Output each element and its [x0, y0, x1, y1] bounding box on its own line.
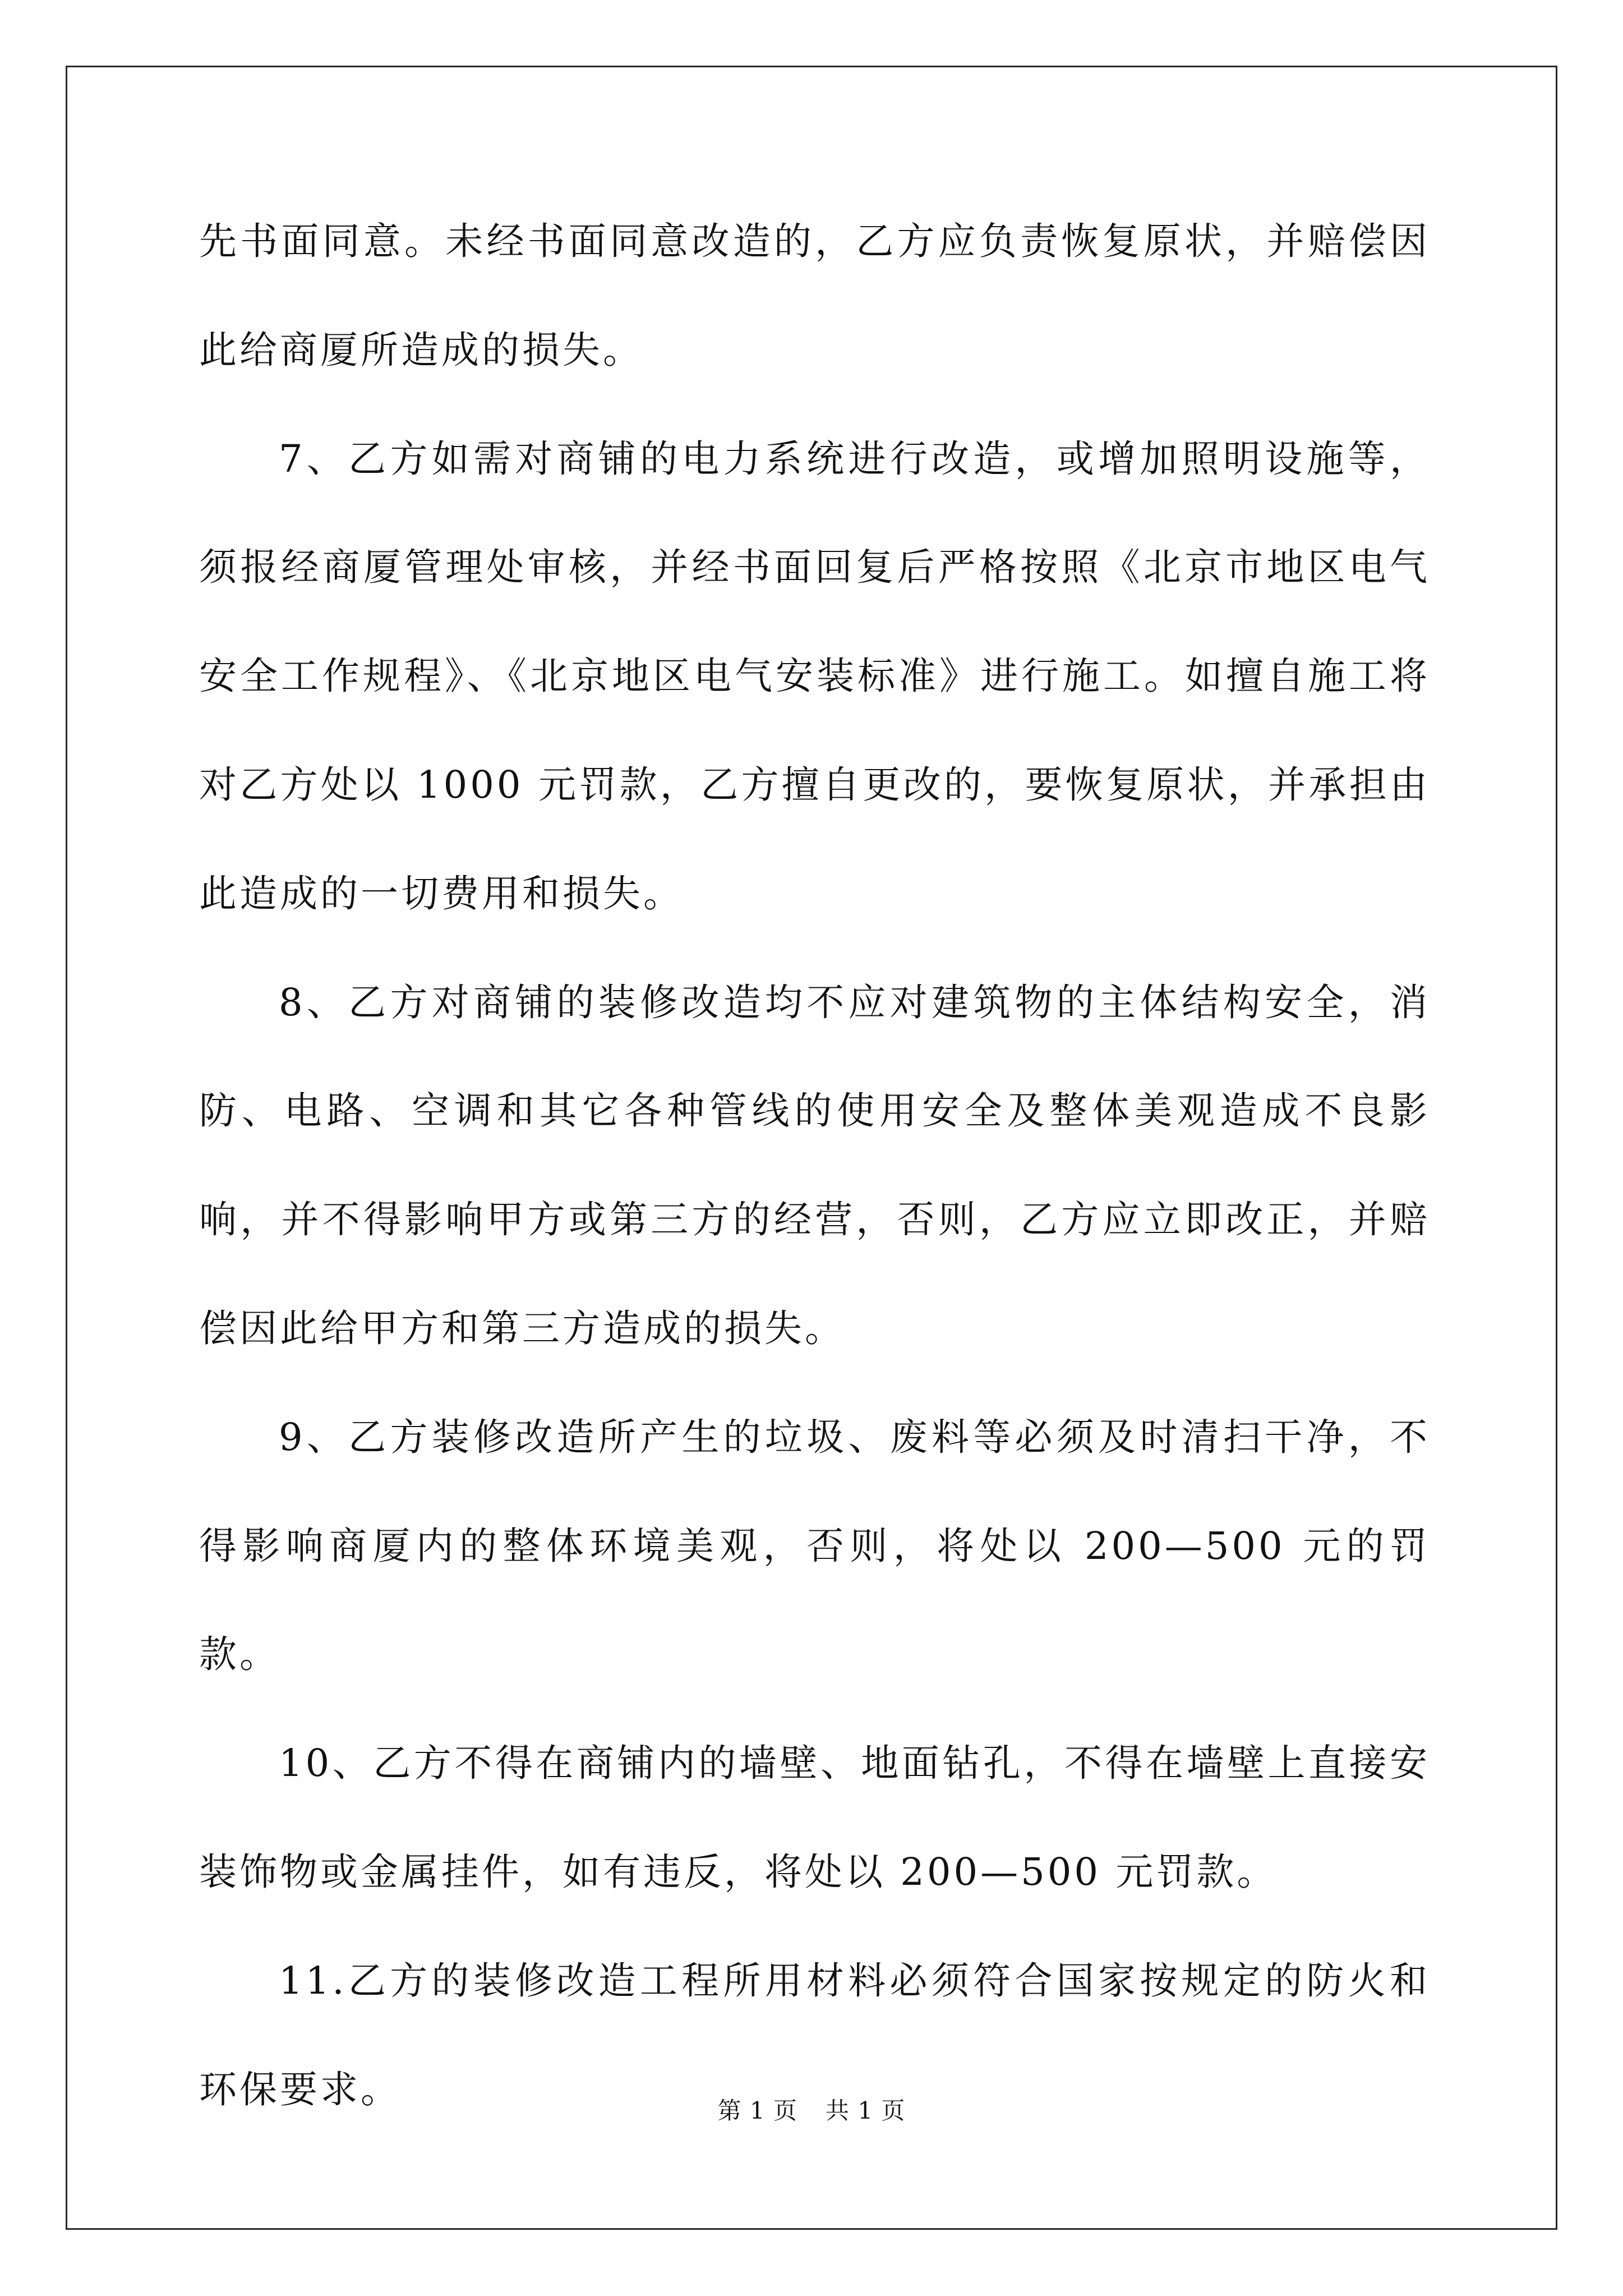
paragraph-clause-7: 7、乙方如需对商铺的电力系统进行改造，或增加照明设施等，须报经商厦管理处审核，并经书面回复后严格按照《北京市地区电气安全工作规程》、《北京地区电气安装标准》进行施工。如擅自施工将对乙方处以 1000 元罚款，乙方擅自更改的，要恢复原状，并承担由此造成的一切费用和损失。: [199, 436, 1430, 915]
page-footer: [0, 2092, 1623, 2126]
document-body: [199, 187, 1430, 2144]
page-number: 第 1 页: [717, 2097, 797, 2124]
paragraph-clause-9: 9、乙方装修改造所产生的垃圾、废料等必须及时清扫干净，不得影响商厦内的整体环境美观，否则，将处以 200—500 元的罚款。: [199, 1415, 1430, 1677]
paragraph-clause-10: 10、乙方不得在商铺内的墙壁、地面钻孔，不得在墙壁上直接安装饰物或金属挂件，如有违反，将处以 200—500 元罚款。: [199, 1741, 1430, 1894]
paragraph-1: 先书面同意。未经书面同意改造的，乙方应负责恢复原状，并赔偿因此给商厦所造成的损失。: [199, 219, 1430, 372]
paragraph-clause-8: 8、乙方对商铺的装修改造均不应对建筑物的主体结构安全，消防、电路、空调和其它各种管线的使用安全及整体美观造成不良影响，并不得影响甲方或第三方的经营，否则，乙方应立即改正，并赔偿因此给甲方和第三方造成的损失。: [199, 980, 1430, 1350]
paragraph-clause-11: 11.乙方的装修改造工程所用材料必须符合国家按规定的防火和环保要求。: [199, 1958, 1430, 2111]
page-total: 共 1 页: [826, 2097, 906, 2124]
